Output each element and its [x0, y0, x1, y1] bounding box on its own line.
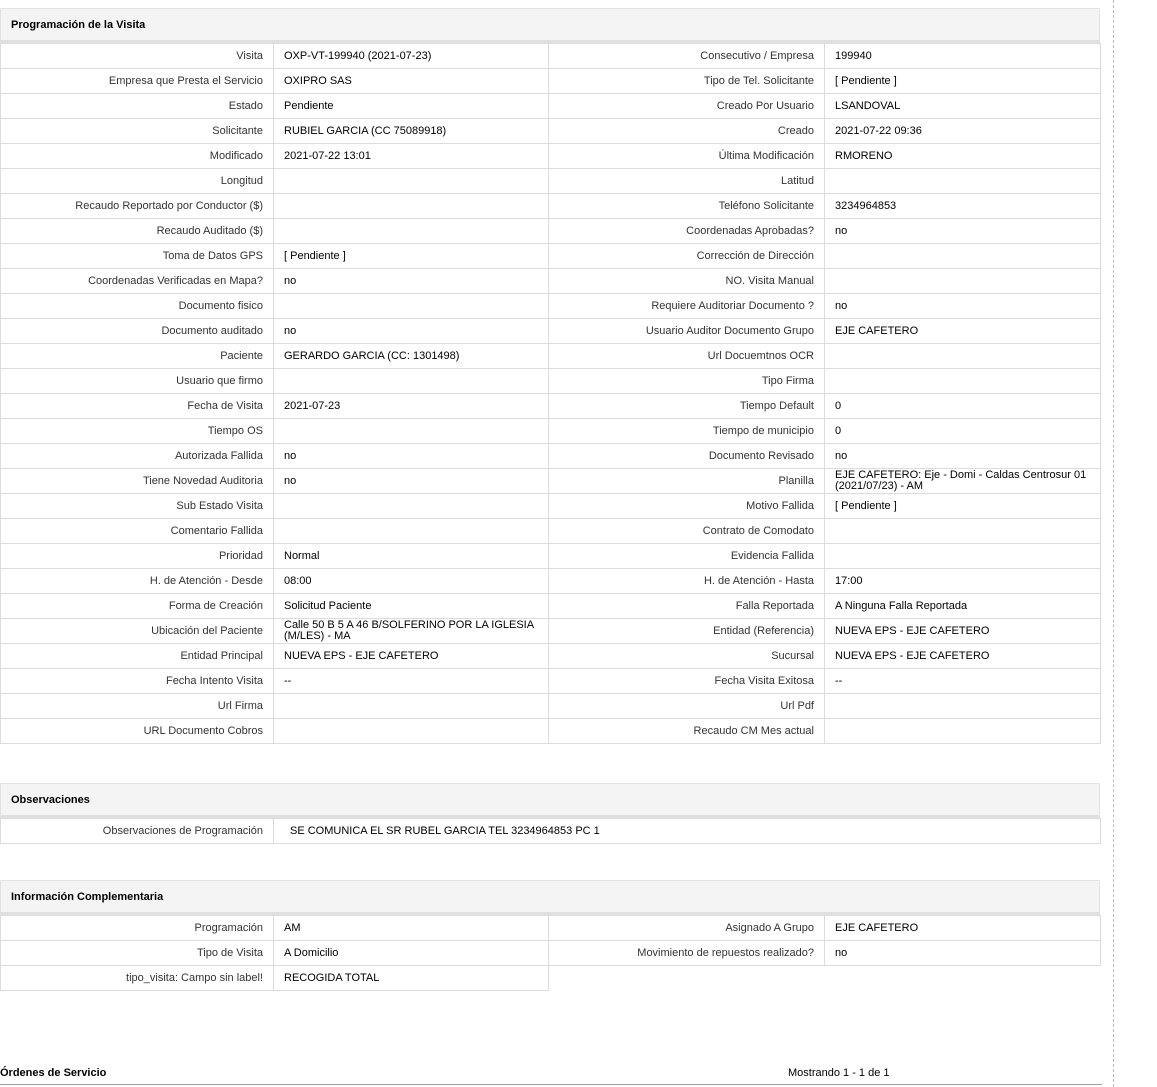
programacion-row	[1, 169, 1101, 194]
longitud-value	[274, 169, 549, 194]
observaciones-value: SE COMUNICA EL SR RUBEL GARCIA TEL 3234964853 PC 1	[274, 819, 1101, 844]
tipo-de-tel-solicitante-label: Tipo de Tel. Solicitante	[549, 69, 825, 94]
programacion-row	[1, 544, 1101, 569]
programacion-row	[1, 244, 1101, 269]
fecha-visita-exitosa-value: --	[825, 669, 1101, 694]
url-docuemtnos-ocr-value	[825, 344, 1101, 369]
programacion-row	[1, 719, 1101, 744]
longitud-label: Longitud	[1, 169, 274, 194]
tiempo-de-municipio-label: Tiempo de municipio	[549, 419, 825, 444]
prioridad-value: Normal	[274, 544, 549, 569]
complementaria-table	[0, 915, 1101, 991]
programacion-row	[1, 669, 1101, 694]
documento-auditado-value: no	[274, 319, 549, 344]
tiempo-os-label: Tiempo OS	[1, 419, 274, 444]
ultima-modificacion-label: Última Modificación	[549, 144, 825, 169]
prioridad-label: Prioridad	[1, 544, 274, 569]
programacion-header: Programación de la Visita	[0, 8, 1100, 43]
coordenadas-verificadas-en-mapa-value: no	[274, 269, 549, 294]
entidad-referencia-label: Entidad (Referencia)	[549, 619, 825, 644]
contrato-de-comodato-value	[825, 519, 1101, 544]
url-firma-label: Url Firma	[1, 694, 274, 719]
solicitante-label: Solicitante	[1, 119, 274, 144]
programacion-row	[1, 319, 1101, 344]
movimiento-de-repuestos-realizado-label: Movimiento de repuestos realizado?	[549, 941, 825, 966]
sucursal-value: NUEVA EPS - EJE CAFETERO	[825, 644, 1101, 669]
programacion-row	[1, 44, 1101, 69]
solicitante-value: RUBIEL GARCIA (CC 75089918)	[274, 119, 549, 144]
tipo-firma-label: Tipo Firma	[549, 369, 825, 394]
programacion-section	[0, 8, 1100, 744]
recaudo-auditado-value	[274, 219, 549, 244]
programacion-row	[1, 469, 1101, 494]
consecutivo-empresa-label: Consecutivo / Empresa	[549, 44, 825, 69]
complementaria-row	[1, 916, 1101, 941]
programacion-row	[1, 219, 1101, 244]
fecha-intento-visita-label: Fecha Intento Visita	[1, 669, 274, 694]
visita-label: Visita	[1, 44, 274, 69]
h-de-atencion-desde-label: H. de Atención - Desde	[1, 569, 274, 594]
programacion-row	[1, 594, 1101, 619]
creado-label: Creado	[549, 119, 825, 144]
recaudo-cm-mes-actual-label: Recaudo CM Mes actual	[549, 719, 825, 744]
programacion-row	[1, 694, 1101, 719]
sucursal-label: Sucursal	[549, 644, 825, 669]
complementaria-row	[1, 966, 1101, 991]
entidad-referencia-value: NUEVA EPS - EJE CAFETERO	[825, 619, 1101, 644]
ultima-modificacion-value: RMORENO	[825, 144, 1101, 169]
tipo-firma-value	[825, 369, 1101, 394]
h-de-atencion-hasta-value: 17:00	[825, 569, 1101, 594]
programacion-row	[1, 119, 1101, 144]
sub-estado-visita-label: Sub Estado Visita	[1, 494, 274, 519]
visita-value: OXP-VT-199940 (2021-07-23)	[274, 44, 549, 69]
programacion-row	[1, 619, 1101, 644]
programacion-row	[1, 494, 1101, 519]
toma-de-datos-gps-label: Toma de Datos GPS	[1, 244, 274, 269]
documento-revisado-value: no	[825, 444, 1101, 469]
fecha-de-visita-label: Fecha de Visita	[1, 394, 274, 419]
programacion-table	[0, 43, 1101, 744]
usuario-que-firmo-value	[274, 369, 549, 394]
blank-label	[549, 966, 825, 991]
fecha-intento-visita-value: --	[274, 669, 549, 694]
url-pdf-value	[825, 694, 1101, 719]
entidad-principal-value: NUEVA EPS - EJE CAFETERO	[274, 644, 549, 669]
documento-fisico-value	[274, 294, 549, 319]
programacion-row	[1, 194, 1101, 219]
url-documento-cobros-value	[274, 719, 549, 744]
tipo-de-visita-label: Tipo de Visita	[1, 941, 274, 966]
observaciones-header: Observaciones	[0, 783, 1100, 818]
falla-reportada-value: A Ninguna Falla Reportada	[825, 594, 1101, 619]
usuario-auditor-documento-grupo-value: EJE CAFETERO	[825, 319, 1101, 344]
programacion-row	[1, 369, 1101, 394]
estado-value: Pendiente	[274, 94, 549, 119]
ubicacion-del-paciente-label: Ubicación del Paciente	[1, 619, 274, 644]
fecha-visita-exitosa-label: Fecha Visita Exitosa	[549, 669, 825, 694]
coordenadas-aprobadas-label: Coordenadas Aprobadas?	[549, 219, 825, 244]
autorizada-fallida-label: Autorizada Fallida	[1, 444, 274, 469]
telefono-solicitante-label: Teléfono Solicitante	[549, 194, 825, 219]
observaciones-label: Observaciones de Programación	[1, 819, 274, 844]
recaudo-reportado-por-conductor-label: Recaudo Reportado por Conductor ($)	[1, 194, 274, 219]
evidencia-fallida-value	[825, 544, 1101, 569]
latitud-label: Latitud	[549, 169, 825, 194]
programacion-row	[1, 644, 1101, 669]
complementaria-row	[1, 941, 1101, 966]
asignado-a-grupo-label: Asignado A Grupo	[549, 916, 825, 941]
fecha-de-visita-value: 2021-07-23	[274, 394, 549, 419]
complementaria-header: Información Complementaria	[0, 880, 1100, 915]
documento-fisico-label: Documento fisico	[1, 294, 274, 319]
tipo-de-visita-value: A Domicilio	[274, 941, 549, 966]
tiempo-default-value: 0	[825, 394, 1101, 419]
programacion-row	[1, 344, 1101, 369]
comentario-fallida-value	[274, 519, 549, 544]
telefono-solicitante-value: 3234964853	[825, 194, 1101, 219]
usuario-que-firmo-label: Usuario que firmo	[1, 369, 274, 394]
forma-de-creacion-value: Solicitud Paciente	[274, 594, 549, 619]
ordenes-pagination-count: Mostrando 1 - 1 de 1	[788, 1067, 890, 1079]
programacion-row	[1, 269, 1101, 294]
url-firma-value	[274, 694, 549, 719]
estado-label: Estado	[1, 94, 274, 119]
programacion-row	[1, 94, 1101, 119]
tiene-novedad-auditoria-value: no	[274, 469, 549, 494]
programacion-row	[1, 69, 1101, 94]
ordenes-title: Órdenes de Servicio	[0, 1067, 107, 1079]
programacion-row	[1, 294, 1101, 319]
no-visita-manual-value	[825, 269, 1101, 294]
paciente-value: GERARDO GARCIA (CC: 1301498)	[274, 344, 549, 369]
programacion-row	[1, 144, 1101, 169]
contrato-de-comodato-label: Contrato de Comodato	[549, 519, 825, 544]
motivo-fallida-label: Motivo Fallida	[549, 494, 825, 519]
page-dashed-divider	[1113, 0, 1114, 1087]
creado-por-usuario-label: Creado Por Usuario	[549, 94, 825, 119]
correccion-de-direccion-value	[825, 244, 1101, 269]
forma-de-creacion-label: Forma de Creación	[1, 594, 274, 619]
requiere-auditoriar-documento-value: no	[825, 294, 1101, 319]
correccion-de-direccion-label: Corrección de Dirección	[549, 244, 825, 269]
autorizada-fallida-value: no	[274, 444, 549, 469]
modificado-label: Modificado	[1, 144, 274, 169]
usuario-auditor-documento-grupo-label: Usuario Auditor Documento Grupo	[549, 319, 825, 344]
tipo-visita-campo-sin-label-label: tipo_visita: Campo sin label!	[1, 966, 274, 991]
url-documento-cobros-label: URL Documento Cobros	[1, 719, 274, 744]
tiempo-os-value	[274, 419, 549, 444]
empresa-que-presta-el-servicio-value: OXIPRO SAS	[274, 69, 549, 94]
h-de-atencion-hasta-label: H. de Atención - Hasta	[549, 569, 825, 594]
tiempo-de-municipio-value: 0	[825, 419, 1101, 444]
blank-value	[825, 966, 1101, 991]
recaudo-cm-mes-actual-value	[825, 719, 1101, 744]
toma-de-datos-gps-value: [ Pendiente ]	[274, 244, 549, 269]
programacion-label: Programación	[1, 916, 274, 941]
documento-auditado-label: Documento auditado	[1, 319, 274, 344]
consecutivo-empresa-value: 199940	[825, 44, 1101, 69]
documento-revisado-label: Documento Revisado	[549, 444, 825, 469]
creado-por-usuario-value: LSANDOVAL	[825, 94, 1101, 119]
programacion-row	[1, 519, 1101, 544]
modificado-value: 2021-07-22 13:01	[274, 144, 549, 169]
recaudo-reportado-por-conductor-value	[274, 194, 549, 219]
requiere-auditoriar-documento-label: Requiere Auditoriar Documento ?	[549, 294, 825, 319]
observaciones-section	[0, 783, 1100, 844]
creado-value: 2021-07-22 09:36	[825, 119, 1101, 144]
sub-estado-visita-value	[274, 494, 549, 519]
paciente-label: Paciente	[1, 344, 274, 369]
latitud-value	[825, 169, 1101, 194]
asignado-a-grupo-value: EJE CAFETERO	[825, 916, 1101, 941]
coordenadas-verificadas-en-mapa-label: Coordenadas Verificadas en Mapa?	[1, 269, 274, 294]
tiene-novedad-auditoria-label: Tiene Novedad Auditoria	[1, 469, 274, 494]
planilla-value: EJE CAFETERO: Eje - Domi - Caldas Centrosur 01 (2021/07/23) - AM	[825, 469, 1101, 494]
url-pdf-label: Url Pdf	[549, 694, 825, 719]
coordenadas-aprobadas-value: no	[825, 219, 1101, 244]
programacion-value: AM	[274, 916, 549, 941]
tiempo-default-label: Tiempo Default	[549, 394, 825, 419]
no-visita-manual-label: NO. Visita Manual	[549, 269, 825, 294]
entidad-principal-label: Entidad Principal	[1, 644, 274, 669]
programacion-row	[1, 569, 1101, 594]
motivo-fallida-value: [ Pendiente ]	[825, 494, 1101, 519]
h-de-atencion-desde-value: 08:00	[274, 569, 549, 594]
tipo-de-tel-solicitante-value: [ Pendiente ]	[825, 69, 1101, 94]
programacion-row	[1, 444, 1101, 469]
url-docuemtnos-ocr-label: Url Docuemtnos OCR	[549, 344, 825, 369]
programacion-row	[1, 394, 1101, 419]
evidencia-fallida-label: Evidencia Fallida	[549, 544, 825, 569]
ubicacion-del-paciente-value: Calle 50 B 5 A 46 B/SOLFERINO POR LA IGLESIA (M/LES) - MA	[274, 619, 549, 644]
empresa-que-presta-el-servicio-label: Empresa que Presta el Servicio	[1, 69, 274, 94]
recaudo-auditado-label: Recaudo Auditado ($)	[1, 219, 274, 244]
observaciones-row	[1, 819, 1101, 844]
comentario-fallida-label: Comentario Fallida	[1, 519, 274, 544]
complementaria-section	[0, 880, 1100, 991]
movimiento-de-repuestos-realizado-value: no	[825, 941, 1101, 966]
observaciones-table	[0, 818, 1101, 844]
ordenes-bar	[0, 1062, 1102, 1085]
planilla-label: Planilla	[549, 469, 825, 494]
falla-reportada-label: Falla Reportada	[549, 594, 825, 619]
tipo-visita-campo-sin-label-value: RECOGIDA TOTAL	[274, 966, 549, 991]
programacion-row	[1, 419, 1101, 444]
